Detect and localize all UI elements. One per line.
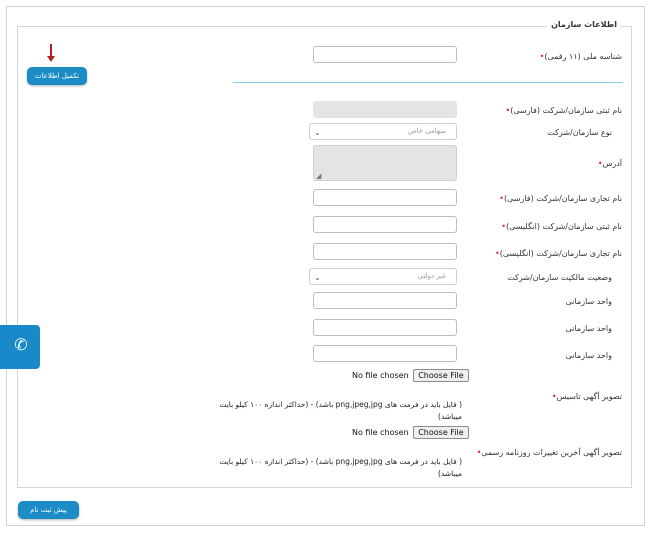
reg-name-en-label-text: نام ثبتی سازمان/شرکت (انگلیسی) — [505, 222, 622, 231]
required-mark: • — [505, 106, 511, 115]
required-mark: • — [499, 194, 504, 203]
unit-1-label: واحد سازمانی — [565, 297, 612, 306]
required-mark: • — [597, 159, 603, 168]
unit-2-label: واحد سازمانی — [565, 324, 612, 333]
choose-file-button[interactable]: Choose File — [413, 369, 468, 382]
chevron-down-icon: ⌄ — [314, 128, 321, 137]
unit-3-label: واحد سازمانی — [565, 351, 612, 360]
founding-ad-file-input[interactable] — [352, 369, 469, 382]
latest-changes-label — [474, 448, 622, 457]
no-file-text: No file chosen — [352, 371, 409, 380]
fieldset-legend: اطلاعات سازمان — [547, 20, 621, 29]
trade-name-en-input[interactable] — [313, 243, 457, 260]
unit-2-input[interactable] — [313, 319, 457, 336]
founding-ad-label — [549, 392, 622, 401]
trade-name-fa-label — [496, 194, 622, 203]
required-mark: • — [501, 222, 506, 231]
national-id-input[interactable] — [313, 46, 457, 63]
founding-ad-note: ( فایل باید در فرمت های png,jpeg,jpg باشد) - (حداکثر اندازه ۱۰۰ کیلو بایت میباشد) — [219, 400, 462, 421]
required-mark: • — [551, 392, 557, 401]
reg-name-fa-label-text: نام ثبتی سازمان/شرکت (فارسی) — [510, 106, 622, 115]
address-label-text: آدرس — [602, 159, 622, 168]
address-label — [595, 159, 622, 168]
chat-widget[interactable] — [0, 325, 40, 369]
latest-changes-file-input[interactable] — [352, 426, 469, 439]
unit-1-input[interactable] — [313, 292, 457, 309]
reg-name-fa-label — [502, 106, 622, 115]
divider — [233, 82, 623, 83]
reg-name-en-label — [498, 222, 622, 231]
chevron-down-icon: ⌄ — [314, 273, 321, 282]
latest-changes-note: ( فایل باید در فرمت های png,jpeg,jpg باشد) - (حداکثر اندازه ۱۰۰ کیلو بایت میباشد) — [219, 457, 462, 478]
ownership-value: غیر دولتی — [417, 272, 446, 280]
org-type-select[interactable] — [309, 123, 457, 140]
national-id-label-text: شناسه ملی (۱۱ رقمی) — [544, 52, 622, 61]
trade-name-en-label-text: نام تجاری سازمان/شرکت (انگلیسی) — [499, 249, 622, 258]
no-file-text: No file chosen — [352, 428, 409, 437]
complete-info-button[interactable]: تکمیل اطلاعات — [27, 67, 87, 85]
pre-register-button[interactable]: پیش ثبت نام — [18, 501, 79, 519]
ownership-select[interactable] — [309, 268, 457, 285]
unit-3-input[interactable] — [313, 345, 457, 362]
reg-name-en-input[interactable] — [313, 216, 457, 233]
chat-phone-icon: ✆ — [14, 335, 28, 354]
required-mark: • — [495, 249, 500, 258]
ownership-label: وضعیت مالکیت سازمان/شرکت — [507, 273, 612, 282]
required-mark: • — [539, 52, 545, 61]
org-type-label: نوع سازمان/شرکت — [547, 128, 612, 137]
org-type-value: سهامی خاص — [408, 127, 446, 135]
choose-file-button[interactable]: Choose File — [413, 426, 468, 439]
reg-name-fa-input[interactable] — [313, 101, 457, 118]
required-mark: • — [476, 448, 482, 457]
national-id-label — [537, 52, 622, 61]
resize-grip-icon[interactable]: ◢ — [316, 172, 322, 180]
founding-ad-label-text: تصویر آگهی تاسیس — [556, 392, 622, 401]
trade-name-en-label — [492, 249, 622, 258]
trade-name-fa-input[interactable] — [313, 189, 457, 206]
trade-name-fa-label-text: نام تجاری سازمان/شرکت (فارسی) — [503, 194, 622, 203]
address-textarea[interactable] — [313, 145, 457, 181]
latest-changes-label-text: تصویر آگهی آخرین تغییرات روزنامه رسمی — [481, 448, 622, 457]
arrow-down-icon-head — [47, 56, 55, 62]
